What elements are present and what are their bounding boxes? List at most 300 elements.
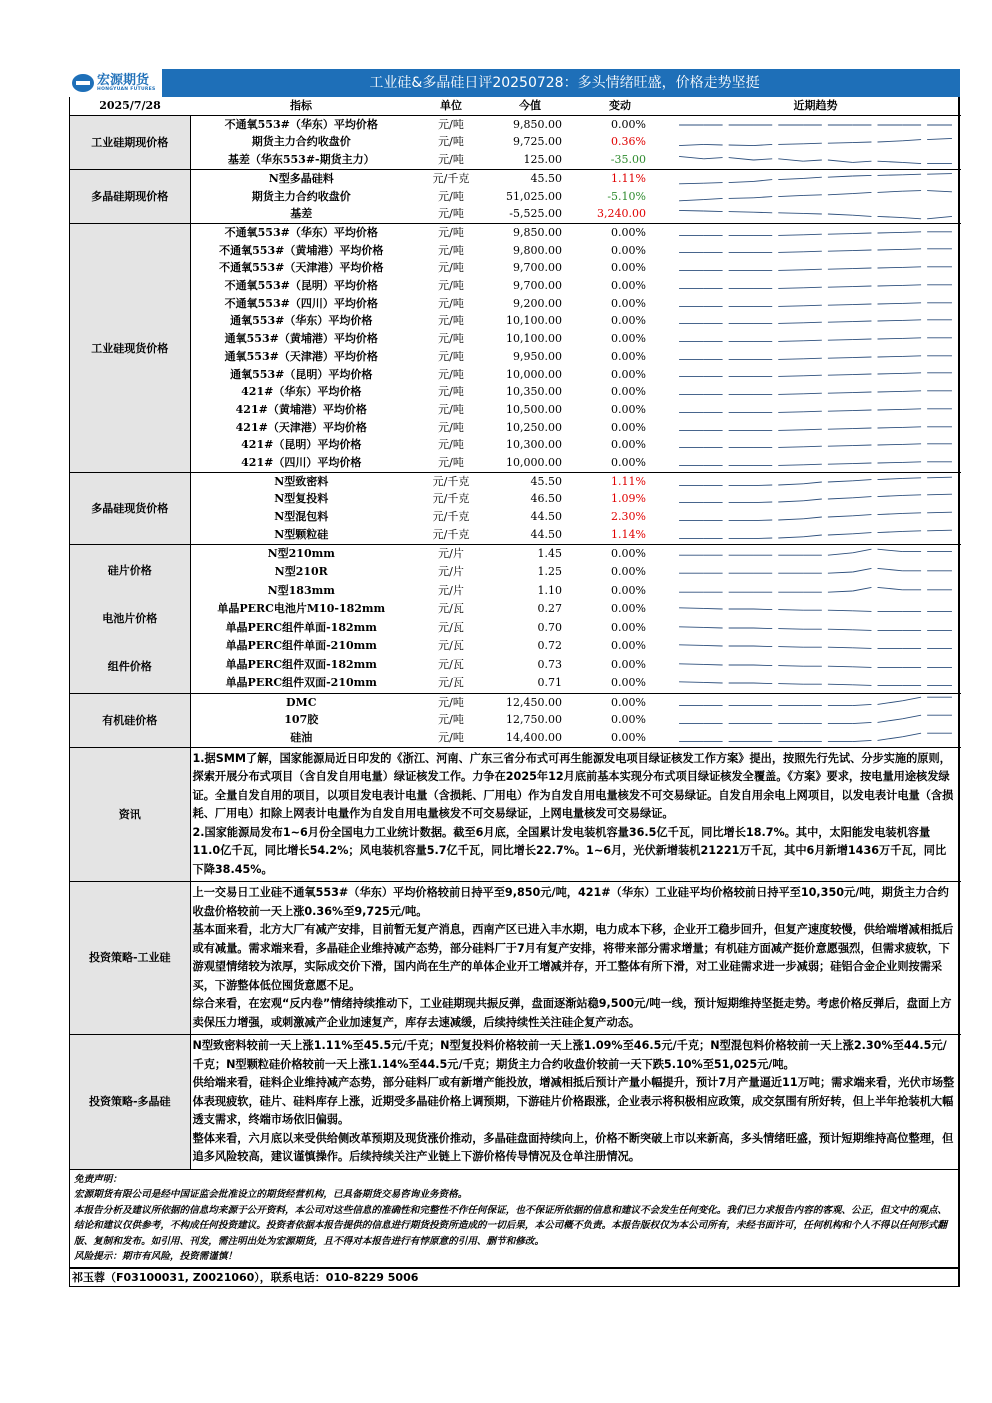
indicator-name: N型混包料 — [274, 510, 329, 524]
value-cell: 9,800.00 — [513, 243, 562, 257]
price-row — [70, 490, 961, 508]
report-date: 2025/7/28 — [70, 97, 190, 115]
trend-sparkline — [674, 332, 957, 346]
column-header-row — [70, 97, 961, 115]
trend-segment — [828, 251, 853, 252]
trend-segment — [878, 161, 903, 162]
trend-segment — [729, 181, 754, 182]
trend-segment — [853, 611, 872, 612]
trend-segment — [679, 156, 704, 158]
trend-cell — [670, 619, 961, 637]
indicator-name: 107胶 — [284, 713, 319, 727]
change-cell: 0.00% — [611, 676, 646, 690]
unit-cell: 元/吨 — [438, 438, 464, 452]
unit-cell: 元/千克 — [412, 169, 490, 187]
trend-segment — [679, 664, 704, 665]
trend-sparkline — [674, 172, 957, 186]
trend-segment — [902, 495, 921, 496]
indicator-name: N型183mm — [267, 583, 335, 597]
trend-cell — [670, 312, 961, 330]
unit-cell: 元/瓦 — [438, 620, 464, 634]
trend-segment — [753, 646, 772, 647]
indicator-name: N型颗粒硅 — [274, 527, 329, 541]
trend-segment — [927, 191, 952, 192]
unit-cell: 元/瓦 — [438, 657, 464, 671]
price-row — [70, 223, 961, 241]
trend-segment — [778, 647, 803, 648]
trend-sparkline — [674, 297, 957, 311]
trend-segment — [828, 647, 853, 648]
trend-segment — [803, 160, 822, 161]
unit-cell: 元/吨 — [438, 296, 464, 310]
trend-sparkline — [674, 602, 957, 616]
trend-segment — [828, 629, 853, 630]
indicator-name: 期货主力合约收盘价 — [251, 135, 351, 149]
trend-segment — [778, 610, 803, 611]
trend-segment — [778, 394, 803, 395]
trend-segment — [803, 517, 822, 519]
trend-sparkline — [674, 639, 957, 653]
price-row — [70, 619, 961, 637]
trend-segment — [878, 356, 903, 357]
price-row — [70, 133, 961, 151]
indicator-name: 通氧553#（天津港）平均价格 — [224, 349, 378, 363]
trend-segment — [878, 462, 903, 463]
indicator-name: 单晶PERC电池片M10-182mm — [217, 602, 386, 616]
trend-segment — [902, 232, 921, 233]
trend-segment — [753, 145, 772, 146]
trend-segment — [778, 684, 803, 685]
value-cell: 0.72 — [537, 639, 562, 653]
strategy-poly-row — [70, 1035, 961, 1169]
disclaimer — [70, 1169, 958, 1267]
trend-sparkline — [674, 510, 957, 524]
trend-segment — [902, 355, 921, 356]
trend-segment — [679, 608, 704, 609]
trend-segment — [853, 515, 872, 516]
category-label: 有机硅价格 — [70, 693, 190, 747]
trend-segment — [753, 628, 772, 629]
trend-cell — [670, 490, 961, 508]
value-cell: 1.25 — [537, 565, 562, 579]
trend-sparkline — [674, 226, 957, 240]
value-cell: 45.50 — [490, 472, 570, 490]
price-row — [70, 295, 961, 313]
trend-sparkline — [674, 314, 957, 328]
trend-cell — [670, 544, 961, 563]
trend-cell — [670, 711, 961, 729]
price-row — [70, 330, 961, 348]
trend-segment — [878, 303, 903, 304]
trend-cell — [670, 277, 961, 295]
group-label: 电池片价格 — [102, 611, 158, 625]
trend-segment — [753, 609, 772, 610]
trend-segment — [853, 428, 872, 429]
trend-cell — [670, 693, 961, 711]
unit-cell: 元/吨 — [438, 207, 464, 221]
strategy-paragraph: 基本面来看，北方大厂有减产安排，目前暂无复产消息，西南产区已进入丰水期，电力成本下移，企业开工稳步回升，但复产速度较慢，供给端增减相抵后或有减量。需求端来看，多晶硅企业维持减产态势，部分硅料厂于7月有复产安排，将带来部分需求增量；有机硅方面减产挺价意愿强烈，但需求疲软，下游观望情绪较为浓厚，实际成交价下滑，国内尚在生产的单体企业开工增减并存，开工整体有所下滑，对工业硅需求进一步减弱；硅铝合金企业则按需采买，下游整体低位囤货意愿不足。 — [192, 923, 954, 992]
change-cell: 0.00% — [611, 332, 646, 346]
trend-segment — [853, 705, 872, 706]
trend-segment — [828, 446, 853, 447]
price-row — [70, 277, 961, 295]
col-unit: 单位 — [412, 97, 490, 115]
trend-segment — [927, 216, 952, 218]
trend-segment — [704, 683, 723, 684]
change-cell: 1.11% — [570, 472, 670, 490]
trend-sparkline — [674, 584, 957, 598]
price-row — [70, 508, 961, 526]
trend-segment — [853, 587, 872, 591]
trend-cell — [670, 656, 961, 674]
trend-segment — [902, 531, 921, 532]
trend-cell — [670, 205, 961, 223]
trend-segment — [902, 267, 921, 268]
change-cell: 0.36% — [611, 135, 646, 149]
strategy-paragraph: 综合来看，在宏观“反内卷”情绪持续推动下，工业硅期现共振反弹，盘面逐渐站稳9,500元/吨一线，预计短期维持坚挺走势。考虑价格反弹后，盘面上方卖保压力增强，或刺激减产企业加速复产，库存去速减缓，后续持续性关注硅企复产动态。 — [192, 997, 952, 1029]
trend-segment — [927, 512, 952, 513]
trend-segment — [853, 175, 872, 176]
trend-segment — [778, 501, 803, 502]
data-table — [70, 97, 961, 747]
change-cell: 0.00% — [611, 438, 646, 452]
news-paragraph: 1.据SMM了解，国家能源局近日印发的《浙江、河南、广东三省分布式可再生能源发电项目绿证核发工作方案》提出，按照先行先试、分步实施的原则，探索开展分布式项目（含自发自用电量）绿证核发工作。力争在2025年12月底前基本实现分布式项目绿证核发全覆盖。《方案》要求，按电量用途核发绿证。全量自发自用的项目，以项目发电表计电量（含损耗、厂用电）作为自发自用电量核发不可交易绿证。自发自用余电上网项目，以发电表计电量（含损耗、厂用电）扣除上网表计电量作为自发自用电量核发不可交易绿证，上网电量核发可交易绿证。 — [192, 751, 954, 821]
commentary-table — [70, 747, 961, 1169]
trend-segment — [778, 159, 803, 161]
value-cell: 1.10 — [537, 583, 562, 597]
value-cell: 10,250.00 — [506, 420, 562, 434]
change-cell: 0.00% — [611, 279, 646, 293]
trend-segment — [778, 429, 803, 430]
trend-segment — [803, 482, 822, 484]
trend-segment — [828, 498, 853, 499]
trend-segment — [902, 174, 921, 175]
price-row — [70, 115, 961, 133]
trend-segment — [927, 530, 952, 531]
trend-segment — [902, 715, 921, 719]
value-cell: 12,450.00 — [490, 693, 570, 711]
price-row — [70, 656, 961, 674]
trend-segment — [878, 268, 903, 269]
change-cell: 3,240.00 — [597, 207, 646, 221]
disclaimer-line: 风险提示：期市有风险，投资需谨慎！ — [74, 1251, 238, 1263]
trend-segment — [853, 685, 872, 686]
indicator-name: 不通氧553#（黄埔港）平均价格 — [219, 243, 384, 257]
indicator-name: 单晶PERC组件双面-182mm — [225, 657, 377, 671]
trend-segment — [853, 532, 872, 533]
indicator-name: 期货主力合约收盘价 — [251, 189, 351, 203]
trend-segment — [878, 587, 903, 589]
trend-cell — [670, 295, 961, 313]
trend-segment — [878, 391, 903, 392]
trend-segment — [778, 537, 803, 538]
trend-cell — [670, 526, 961, 544]
col-indicator: 指标 — [190, 97, 412, 115]
trend-segment — [778, 288, 803, 289]
news-content — [190, 747, 961, 882]
trend-sparkline — [674, 528, 957, 542]
trend-segment — [803, 213, 822, 214]
indicator-name: N型210mm — [190, 544, 412, 563]
trend-segment — [853, 479, 872, 480]
change-cell: 0.00% — [611, 639, 646, 653]
value-cell: 14,400.00 — [506, 730, 562, 744]
category-label: 多晶硅期现价格 — [70, 169, 190, 223]
trend-segment — [853, 161, 872, 162]
trend-sparkline — [674, 695, 957, 709]
group-label: 硅片价格 — [107, 563, 152, 577]
indicator-name: 基差（华东553#-期货主力） — [227, 153, 375, 167]
trend-segment — [828, 464, 853, 465]
price-row — [70, 366, 961, 384]
trend-segment — [828, 176, 853, 177]
unit-cell: 元/吨 — [412, 693, 490, 711]
logo-subtext: HONGYUAN FUTURES — [97, 86, 156, 92]
unit-cell: 元/吨 — [438, 402, 464, 416]
trend-segment — [853, 497, 872, 498]
trend-segment — [828, 666, 853, 667]
trend-cell — [670, 454, 961, 472]
trend-segment — [902, 338, 921, 339]
trend-segment — [803, 340, 822, 341]
change-cell: 0.00% — [611, 261, 646, 275]
trend-segment — [902, 218, 921, 219]
trend-segment — [902, 302, 921, 303]
trend-segment — [803, 143, 822, 144]
trend-segment — [803, 195, 822, 196]
trend-segment — [778, 270, 803, 271]
trend-sparkline — [674, 118, 957, 132]
value-cell: 10,000.00 — [506, 367, 562, 381]
trend-segment — [902, 191, 921, 192]
trend-segment — [828, 375, 853, 376]
news-paragraph: 2.国家能源局发布1~6月份全国电力工业统计数据。截至6月底，全国累计发电装机容量36.5亿千瓦，同比增长18.7%。其中，太阳能发电装机容量11.0亿千瓦，同比增长54.2%；风电装机容量5.7亿千瓦，同比增长22.7%。1~6月，光伏新增装机21221万千瓦，其中6月新增1436万千瓦，同比下降38.45%。 — [192, 825, 947, 876]
trend-segment — [828, 480, 853, 481]
strategy-si-row — [70, 882, 961, 1035]
unit-cell: 元/片 — [438, 565, 464, 579]
price-row — [70, 348, 961, 366]
trend-segment — [704, 646, 723, 647]
indicator-name: 不通氧553#（昆明）平均价格 — [224, 279, 378, 293]
trend-segment — [878, 374, 903, 375]
trend-sparkline — [674, 403, 957, 417]
indicator-name: 单晶PERC组件单面-182mm — [225, 620, 377, 634]
trend-segment — [803, 177, 822, 178]
strategy-paragraph: 供给端来看，硅料企业维持减产态势，部分硅料厂或有新增产能投放，增减相抵后预计产量小幅提升，预计7月产量逼近11万吨；需求端来看，光伏市场整体表现疲软，硅片、硅料库存上涨，近期受多晶硅价格上调预期，下游硅片价格跟涨，企业表示将积极相应政策，成交氛围有所好转，但上半年抢装机大幅透支需求，终端市场依旧偏弱。 — [192, 1076, 955, 1127]
trend-cell — [670, 600, 961, 618]
price-row — [70, 242, 961, 260]
value-cell: 45.50 — [490, 169, 570, 187]
trend-sparkline — [674, 207, 957, 221]
unit-cell: 元/吨 — [438, 349, 464, 363]
change-cell: 0.00% — [611, 420, 646, 434]
unit-cell: 元/片 — [412, 544, 490, 563]
price-row — [70, 205, 961, 223]
price-row — [70, 711, 961, 729]
trend-segment — [927, 173, 952, 174]
trend-segment — [878, 321, 903, 322]
trend-segment — [803, 252, 822, 253]
change-cell: 0.00% — [611, 565, 646, 579]
indicator-name: 不通氧553#（天津港）平均价格 — [219, 261, 384, 275]
value-cell: 44.50 — [530, 510, 562, 524]
price-row — [70, 544, 961, 563]
trend-segment — [902, 285, 921, 286]
trend-segment — [828, 357, 853, 358]
value-cell: 9,850.00 — [490, 223, 570, 241]
trend-segment — [753, 683, 772, 684]
trend-cell — [670, 472, 961, 490]
indicator-name: DMC — [190, 693, 412, 711]
trend-segment — [902, 162, 921, 163]
unit-cell: 元/吨 — [438, 135, 464, 149]
news-label: 资讯 — [70, 747, 190, 882]
unit-cell: 元/吨 — [438, 385, 464, 399]
trend-segment — [753, 197, 772, 198]
strategy-paragraph: 整体来看，六月底以来受供给侧改革预期及现货涨价推动，多晶硅盘面持续向上，价格不断突破上市以来新高，多头情绪旺盛，预计短期维持高位整理，但追多风险较高，建议谨慎操作。后续持续关注产业链上下游价格传导情况及仓单注册情况。 — [192, 1131, 954, 1164]
price-row — [70, 436, 961, 454]
change-cell: 0.00% — [611, 620, 646, 634]
value-cell: 0.71 — [537, 676, 562, 690]
indicator-name: 421#（四川）平均价格 — [241, 456, 362, 470]
price-row — [70, 472, 961, 490]
price-row — [70, 401, 961, 419]
trend-segment — [853, 215, 872, 216]
unit-cell: 元/吨 — [438, 261, 464, 275]
trend-cell — [670, 729, 961, 747]
trend-cell — [670, 366, 961, 384]
col-value: 今值 — [490, 97, 570, 115]
strategy-paragraph: N型致密料较前一天上涨1.11%至45.5元/千克；N型复投料价格较前一天上涨1.09%至46.5元/千克；N型混包料价格较前一天上涨2.30%至44.5元/千克；N型颗粒硅价格较前一天上涨1.14%至44.5元/千克；期货主力合约收盘价较前一天下跌5.10%至51,025元/吨。 — [192, 1039, 947, 1071]
trend-segment — [878, 174, 903, 175]
trend-segment — [878, 192, 903, 193]
value-cell: 9,725.00 — [513, 135, 562, 149]
change-cell: 0.00% — [611, 385, 646, 399]
trend-segment — [853, 268, 872, 269]
report-title: 工业硅&多晶硅日评20250728：多头情绪旺盛，价格走势坚挺 — [369, 75, 760, 91]
trend-segment — [828, 553, 853, 555]
value-cell: 9,700.00 — [513, 279, 562, 293]
trend-segment — [927, 139, 952, 140]
news-row — [70, 747, 961, 882]
col-change: 变动 — [570, 97, 670, 115]
category-label — [70, 544, 190, 693]
trend-segment — [828, 269, 853, 270]
trend-segment — [778, 144, 803, 145]
trend-segment — [778, 323, 803, 324]
change-cell: 0.00% — [570, 693, 670, 711]
trend-sparkline — [674, 153, 957, 167]
trend-segment — [853, 392, 872, 393]
trend-segment — [828, 684, 853, 685]
indicator-name: N型致密料 — [190, 472, 412, 490]
trend-sparkline — [674, 261, 957, 275]
trend-segment — [778, 235, 803, 236]
indicator-name: 421#（昆明）平均价格 — [241, 438, 362, 452]
logo-text: 宏源期货 — [97, 72, 150, 88]
trend-cell — [670, 330, 961, 348]
indicator-name: 421#（天津港）平均价格 — [235, 420, 367, 434]
trend-segment — [828, 214, 853, 215]
trend-segment — [704, 199, 723, 200]
category-label: 工业硅期现价格 — [70, 115, 190, 169]
trend-sparkline — [674, 475, 957, 489]
trend-segment — [927, 477, 952, 478]
value-cell: 10,100.00 — [506, 332, 562, 346]
trend-segment — [927, 495, 952, 496]
trend-cell — [670, 637, 961, 655]
trend-segment — [704, 609, 723, 610]
trend-sparkline — [674, 547, 957, 561]
trend-cell — [670, 419, 961, 437]
trend-cell — [670, 674, 961, 693]
trend-segment — [778, 665, 803, 666]
disclaimer-line: 宏源期货有限公司是经中国证监会批准设立的期货经营机构，已具备期货交易咨询业务资格。 — [74, 1189, 468, 1201]
trend-segment — [878, 216, 903, 217]
strategy-poly-content — [190, 1035, 961, 1169]
unit-cell: 元/吨 — [438, 456, 464, 470]
trend-segment — [828, 591, 853, 592]
trend-segment — [828, 304, 853, 305]
trend-segment — [878, 409, 903, 410]
value-cell: 0.27 — [537, 602, 562, 616]
value-cell: 51,025.00 — [506, 189, 562, 203]
trend-cell — [670, 242, 961, 260]
trend-sparkline — [674, 713, 957, 727]
disclaimer-line: 本报告分析及建议所依据的信息均来源于公开资料，本公司对这些信息的准确性和完整性不作任何保证，也不保证所依据的信息和建议不会发生任何变化。我们已力求报告内容的客观、公正，但文中的观点、结论和建议仅供参考，不构成任何投资建议。投资者依据本报告提供的信息进行期货投资所造成的一切后果，本公司概不负责。本报告版权仅为本公司所有，未经书面许可，任何机构和个人不得以任何形式翻版、复制和发布。如引用、刊发，需注明出处为宏源期货，且不得对本报告进行有悖原意的引用、删节和修改。 — [74, 1204, 948, 1247]
price-row — [70, 729, 961, 747]
trend-segment — [878, 701, 903, 705]
price-row — [70, 637, 961, 655]
value-cell: 125.00 — [523, 153, 562, 167]
trend-sparkline — [674, 492, 957, 506]
trend-segment — [729, 198, 754, 199]
trend-segment — [902, 373, 921, 374]
trend-segment — [878, 338, 903, 339]
trend-segment — [803, 464, 822, 465]
unit-cell: 元/吨 — [438, 153, 464, 167]
unit-cell: 元/千克 — [412, 472, 490, 490]
indicator-name: 421#（华东）平均价格 — [241, 385, 362, 399]
value-cell: 10,000.00 — [506, 456, 562, 470]
trend-segment — [878, 737, 903, 741]
strategy-si-label: 投资策略-工业硅 — [70, 882, 190, 1035]
trend-segment — [853, 339, 872, 340]
price-row — [70, 419, 961, 437]
trend-segment — [704, 627, 723, 628]
trend-cell — [670, 169, 961, 187]
trend-sparkline — [674, 621, 957, 635]
trend-cell — [670, 582, 961, 600]
trend-segment — [853, 286, 872, 287]
trend-segment — [853, 304, 872, 305]
trend-segment — [679, 210, 704, 211]
trend-sparkline — [674, 279, 957, 293]
trend-segment — [704, 145, 723, 146]
trend-segment — [753, 179, 772, 181]
unit-cell: 元/吨 — [412, 115, 490, 133]
trend-cell — [670, 348, 961, 366]
trend-segment — [778, 358, 803, 359]
change-cell: 0.00% — [611, 314, 646, 328]
trend-segment — [803, 376, 822, 377]
trend-segment — [803, 287, 822, 288]
trend-segment — [753, 520, 772, 521]
indicator-name: N型210R — [274, 565, 328, 579]
trend-segment — [828, 410, 853, 411]
change-cell: 1.11% — [570, 169, 670, 187]
trend-segment — [902, 733, 921, 737]
